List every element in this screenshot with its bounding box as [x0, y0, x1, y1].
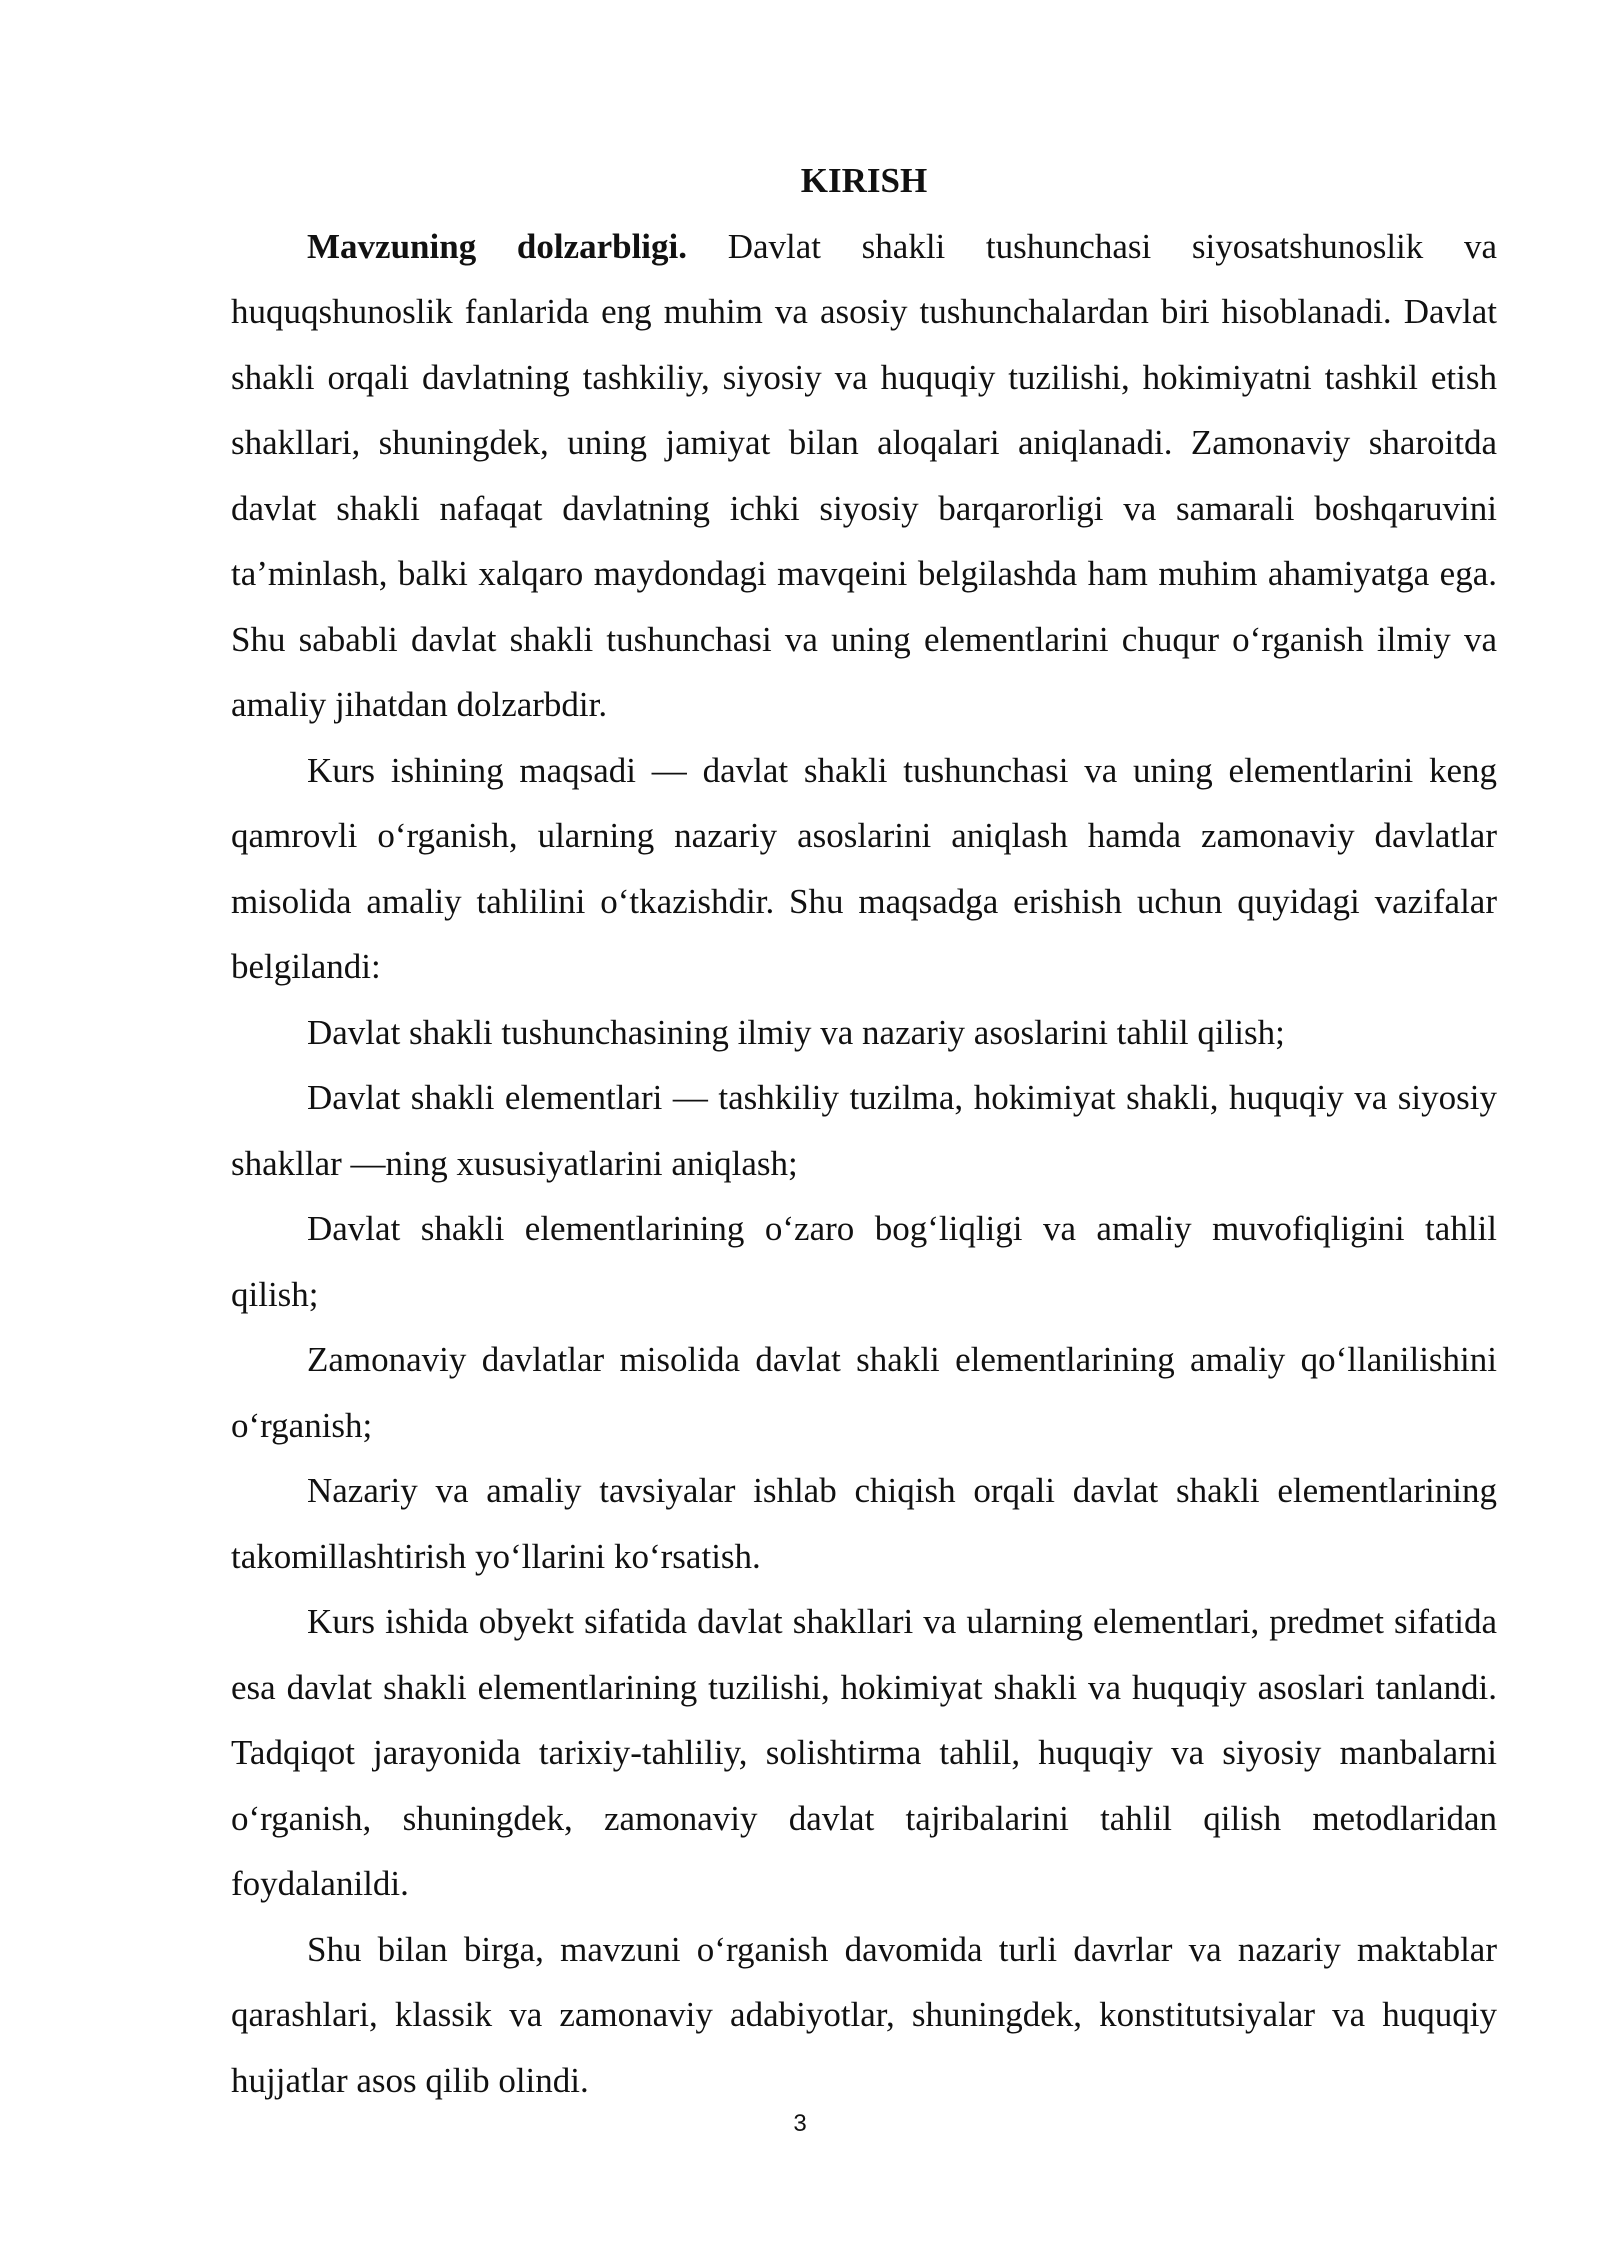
paragraph-lead: Mavzuning dolzarbligi. — [307, 226, 688, 266]
task-item-1: Davlat shakli tushunchasining ilmiy va nazariy asoslarini tahlil qilish; — [307, 1012, 1285, 1052]
task-item-3: Davlat shakli elementlarining o‘zaro bog‘liqligi va amaliy muvofiqligini tahlil qilish; — [231, 1209, 1497, 1314]
paragraph-relevance — [231, 214, 1497, 738]
paragraph-text: Davlat shakli tushunchasi siyosatshunoslik va huquqshunoslik fanlarida eng muhim va asosiy tushunchalardan biri hisoblanadi. Davlat shakli orqali davlatning tashkiliy, siyosiy va huquqiy tuzilishi, hokimiyatni tashkil etish shakllari, shuningdek, uning jamiyat bilan aloqalari aniqlanadi. Zamonaviy sharoitda davlat shakli nafaqat davlatning ichki siyosiy barqarorligi va samarali boshqaruvini ta’minlash, balki xalqaro maydondagi mavqeini belgilashda ham muhim ahamiyatga ega. Shu sababli davlat shakli tushunchasi va uning elementlarini chuqur o‘rganish ilmiy va amaliy jihatdan dolzarbdir. — [231, 226, 1497, 724]
task-item-5: Nazariy va amaliy tavsiyalar ishlab chiqish orqali davlat shakli elementlarining takomillashtirish yo‘llarini ko‘rsatish. — [231, 1471, 1497, 1576]
page-body — [231, 148, 1497, 2113]
paragraph-object-subject: Kurs ishida obyekt sifatida davlat shakllari va ularning elementlari, predmet sifatida esa davlat shakli elementlarining tuzilishi, hokimiyat shakli va huquqiy asoslari tanlandi. Tadqiqot jarayonida tarixiy-tahliliy, solishtirma tahlil, huquqiy va siyosiy manbalarni o‘rganish, shuningdek, zamonaviy davlat tajribalarini tahlil qilish metodlaridan foydalanildi. — [231, 1602, 1497, 1903]
task-item-4: Zamonaviy davlatlar misolida davlat shakli elementlarining amaliy qo‘llanilishini o‘rganish; — [231, 1340, 1497, 1445]
section-heading: KIRISH — [800, 161, 928, 200]
task-item-2: Davlat shakli elementlari — tashkiliy tuzilma, hokimiyat shakli, huquqiy va siyosiy shakllar —ning xususiyatlarini aniqlash; — [231, 1078, 1497, 1183]
paragraph-goal: Kurs ishining maqsadi — davlat shakli tushunchasi va uning elementlarini keng qamrovli o‘rganish, ularning nazariy asoslarini aniqlash hamda zamonaviy davlatlar misolida amaliy tahlilini o‘tkazishdir. Shu maqsadga erishish uchun quyidagi vazifalar belgilandi: — [231, 750, 1497, 986]
paragraph-sources: Shu bilan birga, mavzuni o‘rganish davomida turli davrlar va nazariy maktablar qarashlari, klassik va zamonaviy adabiyotlar, shuningdek, konstitutsiyalar va huquqiy hujjatlar asos qilib olindi. — [231, 1929, 1497, 2100]
page-number: 3 — [793, 2110, 807, 2137]
